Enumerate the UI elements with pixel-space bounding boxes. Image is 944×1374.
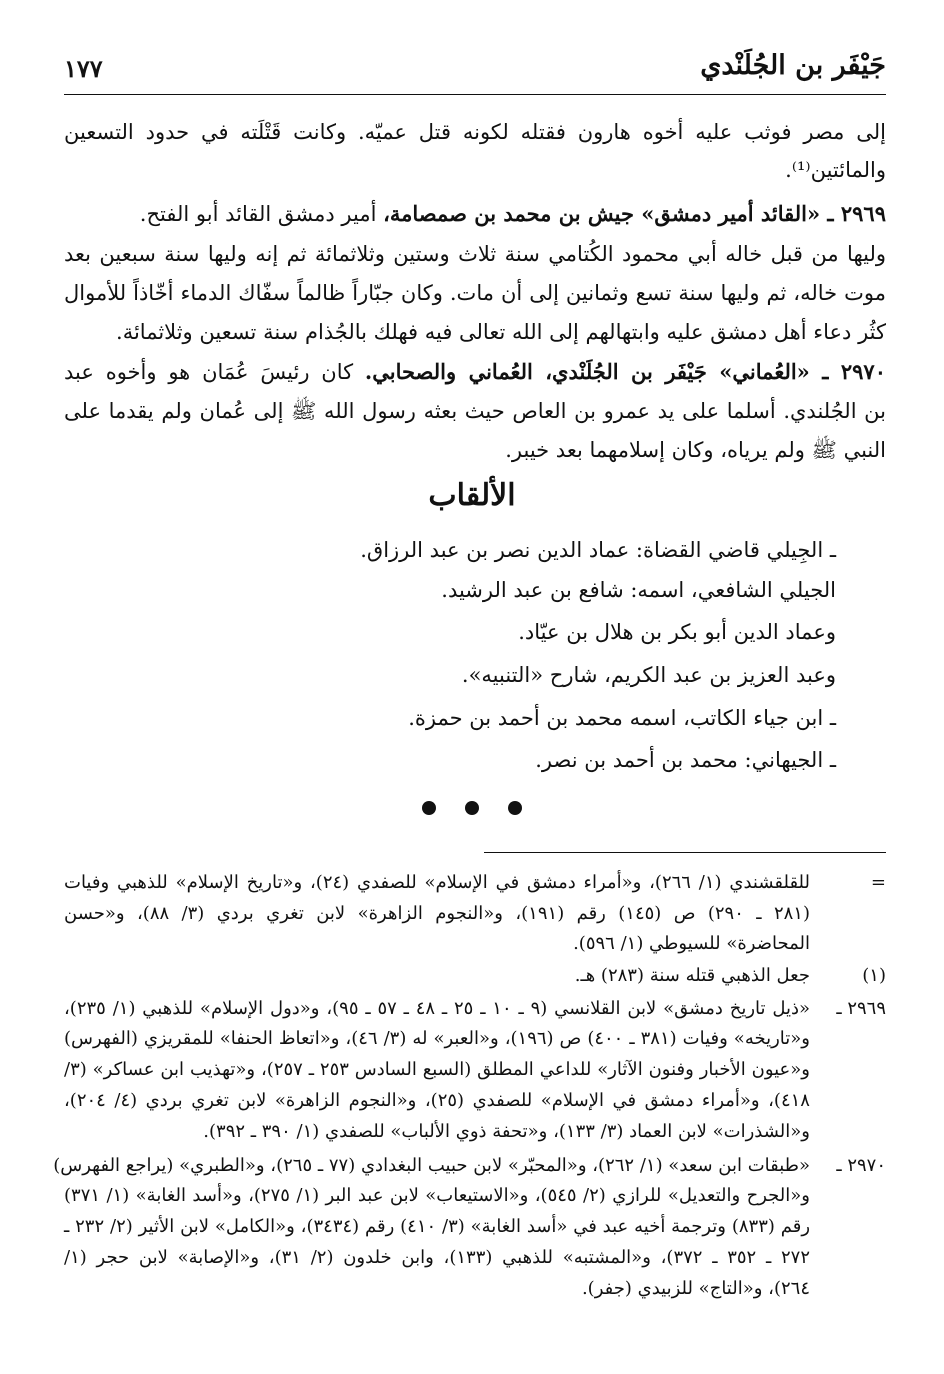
footnote-line <box>64 899 886 928</box>
footnote-text: المحاضرة» للسيوطي (١/ ٥٩٦). <box>573 933 810 954</box>
body-line: النبي ﷺ ولم يرياه، وكان إسلامهما بعد خيبر. <box>505 438 886 462</box>
body-line: وليها من قبل خاله أبي محمود الكُتامي سنة ثلاث وستين وثلاثمائة ثم إنه وليها سنة سبعين بعد <box>64 242 886 266</box>
running-title: جَيْفَر بن الجُلَنْدي <box>700 50 886 81</box>
alqab-item: ـ الجِيلي قاضي القضاة: عماد الدين نصر بن عبد الرزاق. <box>360 538 836 562</box>
footnote-line <box>64 1024 886 1053</box>
entry-2970-first-line <box>64 352 886 392</box>
alqab-item: الجيلي الشافعي، اسمه: شافع بن عبد الرشيد. <box>441 578 836 602</box>
footnote-text: و«الجرح والتعديل» للرازي (٢/ ٥٤٥)، و«الاستيعاب» لابن عبد البر (١/ ٢٧٥)، و«أسد الغابة» (١/ ٣٧١) <box>64 1185 810 1206</box>
footnote-text: و«تاريخه» وفيات (٣٨١ ـ ٤٠٠) ص (١٩٦)، و«العبر» له (٣/ ٤٦)، و«اتعاظ الحنفا» للمقريزي (الفهرس) <box>64 1028 810 1049</box>
body-line: كثُر دعاء أهل دمشق عليه وابتهالهم إلى الله تعالى فيه فهلك بالجُذام سنة تسعين وثلاثمائة. <box>116 320 886 344</box>
footnote-text: و«عيون الأخبار وفنون الآثار» للداعي المطلق (السبع السادس ٢٥٣ ـ ٢٥٧)، و«تهذيب ابن عساكر» (٣/ <box>64 1059 810 1080</box>
footnote-line <box>64 961 886 990</box>
page-number: ١٧٧ <box>64 54 103 83</box>
footnote-line <box>64 1055 886 1084</box>
entry-2969-lead: أمير دمشق القائد أبو الفتح. <box>139 202 384 226</box>
alqab-item: ـ ابن جياء الكاتب، اسمه محمد بن أحمد بن حمزة. <box>408 706 836 730</box>
dot-icon <box>422 801 436 815</box>
body-line: بن الجُلندي. أسلما على يد عمرو بن العاص حيث بعثه رسول الله ﷺ إلى عُمان ولم يقدما على <box>64 399 886 423</box>
footnote-text: ٢٦٤)، و«التاج» للزبيدي (جفر). <box>581 1278 810 1299</box>
entry-2970-lead: كان رئيسَ عُمَان هو وأخوه عبد <box>64 360 365 384</box>
alqab-item: وعماد الدين أبو بكر بن هلال بن عيّاد. <box>518 620 836 644</box>
section-separator <box>0 800 944 819</box>
footnote-line <box>64 868 886 897</box>
footnote-marker: (١) <box>862 965 886 986</box>
header-rule <box>64 94 886 95</box>
footnote-text: «طبقات ابن سعد» (١/ ٢٦٢)، و«المحبّر» لابن حبيب البغدادي (٧٧ ـ ٢٦٥)، و«الطبري» (يراجع الفهرس) <box>53 1155 810 1176</box>
alqab-item: ـ الجيهاني: محمد بن أحمد بن نصر. <box>535 748 836 772</box>
page-header <box>64 44 886 94</box>
entry-2969-title: ٢٩٦٩ ـ «القائد أمير دمشق» جيش بن محمد بن صمصامة، <box>383 201 886 226</box>
footnote-line <box>64 929 886 958</box>
footnote-text: للقلقشندي (١/ ٢٦٦)، و«أمراء دمشق في الإسلام» للصفدي (٢٤)، و«تاريخ الإسلام» للذهبي وفيات <box>64 872 810 893</box>
body-line: موت خاله، ثم وليها سنة تسع وثمانين إلى أن مات. وكان جبّاراً ظالماً سفّاك الدماء أخّاذاً للأموال <box>64 281 886 305</box>
footnote-text: ٢٧٢ ـ ٣٥٢ ـ ٣٧٢)، و«المشتبه» للذهبي (١٣٣)، وابن خلدون (٢/ ٣١)، و«الإصابة» لابن حجر (١/ <box>64 1247 810 1268</box>
footnote-line <box>64 1086 886 1115</box>
footnote-line <box>64 994 886 1023</box>
footnote-line <box>64 1274 886 1303</box>
footnote-line <box>53 1151 886 1180</box>
footnote-line <box>64 1117 886 1146</box>
body-line: والمائتين⁽¹⁾. <box>785 158 886 182</box>
footnote-marker: ٢٩٦٩ ـ <box>836 998 886 1019</box>
footnote-rule <box>484 852 886 853</box>
footnote-line <box>64 1181 886 1210</box>
footnote-marker: = <box>870 872 886 893</box>
footnote-text: جعل الذهبي قتله سنة (٢٨٣) هـ. <box>574 965 810 986</box>
dot-icon <box>465 801 479 815</box>
footnote-text: «ذيل تاريخ دمشق» لابن القلانسي (٩ ـ ١٠ ـ ٢٥ ـ ٤٨ ـ ٥٧ ـ ٩٥)، و«دول الإسلام» للذهبي (١/ ٢٣٥)، <box>64 998 811 1019</box>
footnote-text: (٢٨١ ـ ٢٩٠) ص (١٤٥) رقم (١٩١)، و«النجوم الزاهرة» لابن تغري بردي (٣/ ٨٨)، و«حسن <box>64 903 810 924</box>
footnote-marker: ٢٩٧٠ ـ <box>836 1155 886 1176</box>
footnote-text: رقم (٨٣٣) وترجمة أخيه عبد في «أسد الغابة» (٣/ ٤١٠) رقم (٣٤٣٤)، و«الكامل» لابن الأثير (٢/ ٢٣٢ ـ <box>64 1216 811 1237</box>
entry-2969-first-line <box>64 194 886 234</box>
footnote-text: و«الشذرات» لابن العماد (٣/ ١٣٣)، و«تحفة ذوي الألباب» للصفدي (١/ ٣٩٠ ـ ٣٩٢). <box>203 1121 810 1142</box>
entry-2970-title: ٢٩٧٠ ـ «العُماني» جَيْفَر بن الجُلَنْدي، العُماني والصحابي. <box>364 359 886 384</box>
footnote-line <box>64 1212 886 1241</box>
footnote-text: ٤١٨)، و«أمراء دمشق في الإسلام» للصفدي (٢٥)، و«النجوم الزاهرة» لابن تغري بردي (٤/ ٢٠٤)، <box>64 1090 810 1111</box>
body-line: إلى مصر فوثب عليه أخوه هارون فقتله لكونه قتل عميّه. وكانت قَتْلَته في حدود التسعين <box>64 120 886 144</box>
alqab-item: وعبد العزيز بن عبد الكريم، شارح «التنبيه». <box>461 663 836 687</box>
footnote-line <box>64 1243 886 1272</box>
section-heading: الألقاب <box>428 478 516 513</box>
dot-icon <box>508 801 522 815</box>
